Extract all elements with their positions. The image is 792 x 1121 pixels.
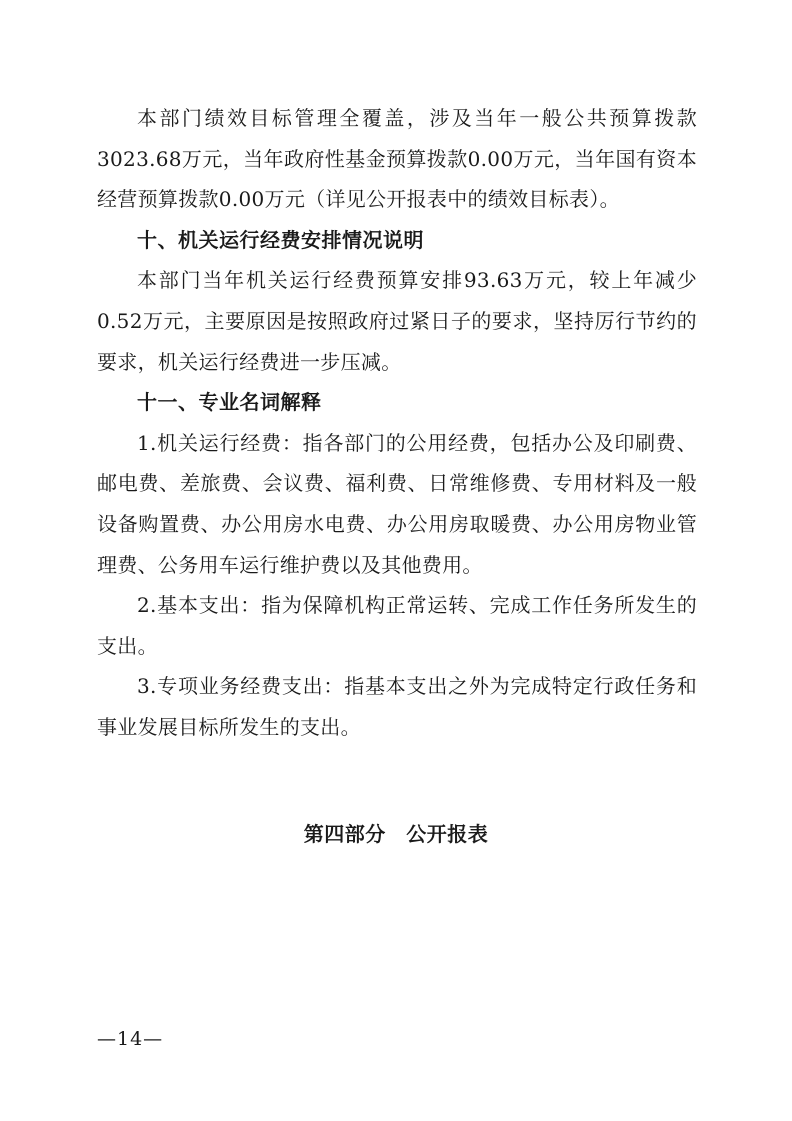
body-text xyxy=(97,98,697,748)
section-10-heading: 十、机关运行经费安排情况说明 xyxy=(137,227,424,252)
performance-target-paragraph: 本部门绩效目标管理全覆盖，涉及当年一般公共预算拨款3023.68万元，当年政府性基金预算拨款0.00万元，当年国有资本经营预算拨款0.00万元（详见公开报表中的绩效目标表）。 xyxy=(97,106,697,212)
part-four-title-text: 第四部分 公开报表 xyxy=(303,822,489,846)
section-11-heading: 十一、专业名词解释 xyxy=(137,390,322,415)
term-definition-3: 3.专项业务经费支出：指基本支出之外为完成特定行政任务和事业发展目标所发生的支出。 xyxy=(97,674,697,739)
operating-expenses-paragraph: 本部门当年机关运行经费预算安排93.63万元，较上年减少0.52万元，主要原因是按照政府过紧日子的要求，坚持厉行节约的要求，机关运行经费进一步压减。 xyxy=(97,268,697,374)
page-number: —14— xyxy=(97,1028,164,1050)
term-definition-2: 2.基本支出：指为保障机构正常运转、完成工作任务所发生的支出。 xyxy=(97,593,697,658)
part-four-title xyxy=(0,818,792,847)
term-definition-1: 1.机关运行经费：指各部门的公用经费，包括办公及印刷费、邮电费、差旅费、会议费、福利费、日常维修费、专用材料及一般设备购置费、办公用房水电费、办公用房取暖费、办公用房物业管理费、公务用车运行维护费以及其他费用。 xyxy=(97,430,697,577)
